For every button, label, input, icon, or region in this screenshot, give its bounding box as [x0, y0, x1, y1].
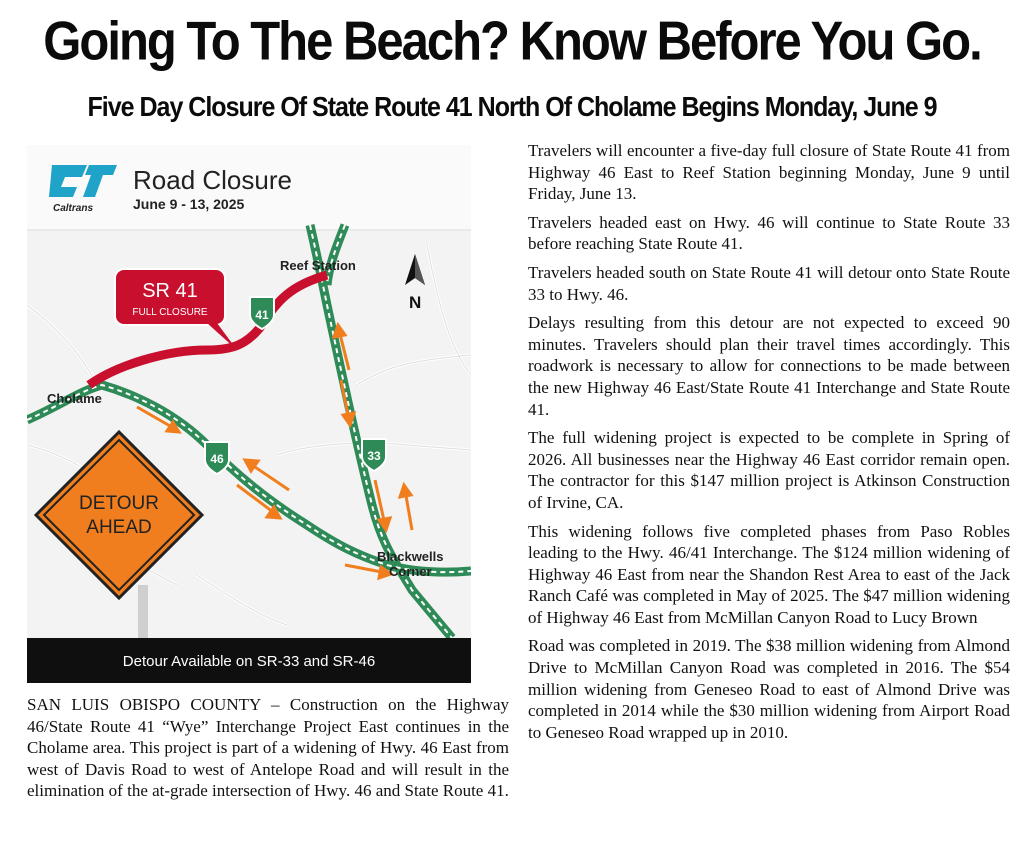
paragraph: The full widening project is expected to be complete in Spring of 2026. All businesses near the Highway 46 East corridor remain open. The contractor for this $147 million project is Atkinson Construction of Irvine, CA. — [528, 428, 1010, 512]
article-right-column — [528, 140, 1010, 750]
map-dates: June 9 - 13, 2025 — [133, 196, 245, 212]
svg-text:41: 41 — [255, 308, 269, 322]
road-closure-map — [27, 145, 471, 683]
caltrans-logo-text: Caltrans — [53, 203, 94, 214]
paragraph: Travelers headed east on Hwy. 46 will continue to State Route 33 before reaching State Route 41. — [528, 212, 1010, 254]
map-title: Road Closure — [133, 165, 292, 195]
place-reef-station: Reef Station — [280, 258, 356, 273]
paragraph: This widening follows five completed phases from Paso Robles leading to the Hwy. 46/41 Interchange. The $124 million widening of Highway 46 East from near the Shandon Rest Area to east of the Jack Ranch Café was completed in May of 2025. The $47 million widening of Highway 46 East from McMillan Canyon Road to Lucy Brown — [528, 521, 1010, 627]
svg-text:46: 46 — [210, 452, 224, 466]
svg-text:33: 33 — [367, 449, 381, 463]
ahead-text: AHEAD — [86, 517, 152, 538]
detour-text: DETOUR — [79, 493, 159, 514]
paragraph: Delays resulting from this detour are not expected to exceed 90 minutes. Travelers should plan their travel times accordingly. This roadwork is necessary to allow for connections to be made between the new Highway 46 East/State Route 41 Interchange and State Route 41. — [528, 313, 1010, 419]
closure-sublabel: FULL CLOSURE — [132, 307, 208, 318]
place-cholame: Cholame — [47, 391, 102, 406]
north-label: N — [409, 293, 422, 312]
map-footer: Detour Available on SR-33 and SR-46 — [122, 653, 376, 670]
paragraph: Road was completed in 2019. The $38 million widening from Almond Drive to McMillan Canyon Road was completed in 2016. The $54 million widening from Geneseo Road to east of Almond Drive was completed in 2014 while the $30 million widening from Airport Road to Geneseo Road wrapped up in 2010. — [528, 636, 1010, 742]
lead-paragraph: SAN LUIS OBISPO COUNTY – Construction on the Highway 46/State Route 41 “Wye” Interchange Project East continues in the Cholame area. This project is part of a widening of Hwy. 46 East from west of Davis Road to west of Antelope Road and will result in the elimination of the at-grade intersection of Hwy. 46 and State Route 41. — [27, 695, 509, 801]
subheadline: Five Day Closure Of State Route 41 North Of Cholame Begins Monday, June 9 — [87, 92, 937, 123]
paragraph: Travelers headed south on State Route 41 will detour onto State Route 33 to Hwy. 46. — [528, 262, 1010, 304]
place-corner: Corner — [389, 564, 432, 579]
place-blackwells: Blackwells — [377, 549, 444, 564]
article-left-column — [27, 694, 509, 802]
headline: Going To The Beach? Know Before You Go. — [43, 11, 981, 72]
closure-label: SR 41 — [142, 280, 198, 302]
paragraph: Travelers will encounter a five-day full closure of State Route 41 from Highway 46 East to Reef Station beginning Monday, June 9 until Friday, June 13. — [528, 141, 1010, 204]
